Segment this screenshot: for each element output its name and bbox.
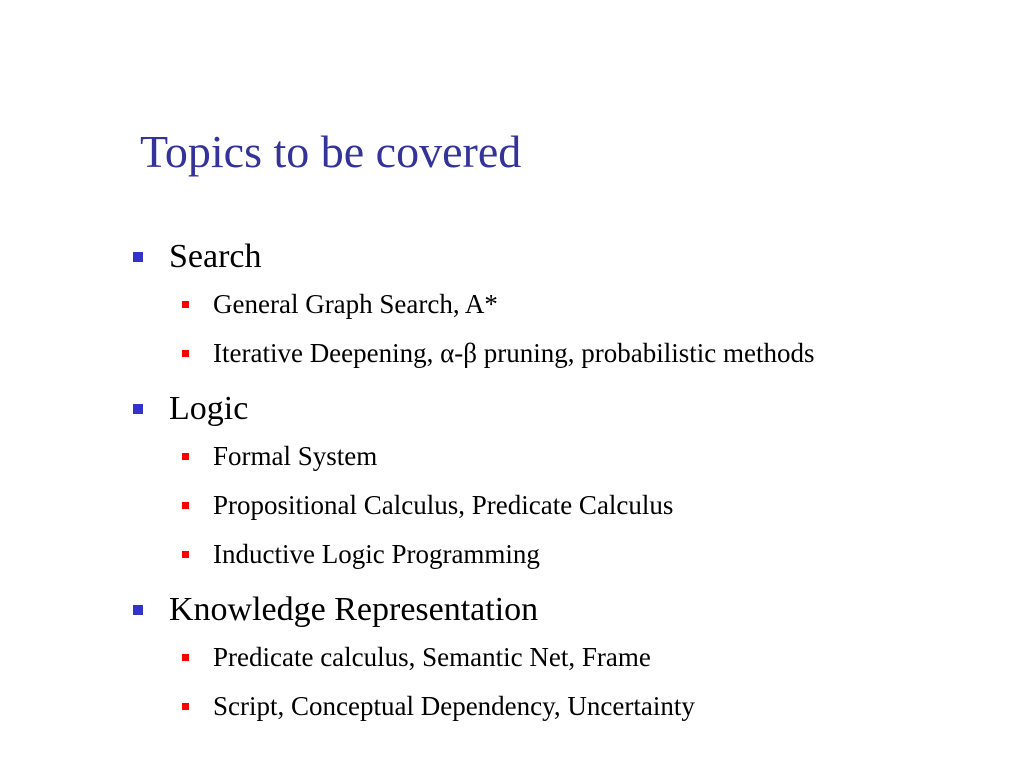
topic-logic — [128, 386, 814, 579]
subtopic-item — [128, 481, 814, 530]
subtopic-item — [128, 432, 814, 481]
square-bullet-icon — [182, 301, 189, 308]
subtopic-label: Inductive Logic Programming — [213, 539, 540, 569]
subtopic-label: General Graph Search, A* — [213, 289, 498, 319]
subtopic-item — [128, 280, 814, 329]
topic-label: Logic — [169, 390, 249, 427]
subtopic-item — [128, 682, 814, 731]
square-bullet-icon — [133, 404, 143, 414]
slide-title: Topics to be covered — [140, 126, 522, 177]
square-bullet-icon — [133, 605, 143, 615]
square-bullet-icon — [182, 551, 189, 558]
square-bullet-icon — [182, 453, 189, 460]
subtopic-item — [128, 329, 814, 378]
topic-search — [128, 234, 814, 378]
square-bullet-icon — [182, 502, 189, 509]
topic-knowledge-representation — [128, 587, 814, 731]
subtopic-label: Predicate calculus, Semantic Net, Frame — [213, 642, 651, 672]
subtopic-item — [128, 530, 814, 579]
subtopic-item — [128, 633, 814, 682]
square-bullet-icon — [182, 350, 189, 357]
square-bullet-icon — [182, 703, 189, 710]
topic-row — [128, 234, 814, 280]
subtopic-label: Propositional Calculus, Predicate Calculus — [213, 490, 674, 520]
subtopic-label: Script, Conceptual Dependency, Uncertainty — [213, 691, 695, 721]
subtopic-list — [128, 280, 814, 378]
topic-label: Search — [169, 238, 262, 275]
square-bullet-icon — [182, 654, 189, 661]
square-bullet-icon — [133, 252, 143, 262]
topic-list — [128, 234, 814, 731]
topic-row — [128, 587, 814, 633]
topic-label: Knowledge Representation — [169, 591, 539, 628]
subtopic-list — [128, 432, 814, 579]
subtopic-list — [128, 633, 814, 731]
topic-row — [128, 386, 814, 432]
subtopic-label: Iterative Deepening, α-β pruning, probabilistic methods — [213, 338, 815, 368]
subtopic-label: Formal System — [213, 441, 378, 471]
